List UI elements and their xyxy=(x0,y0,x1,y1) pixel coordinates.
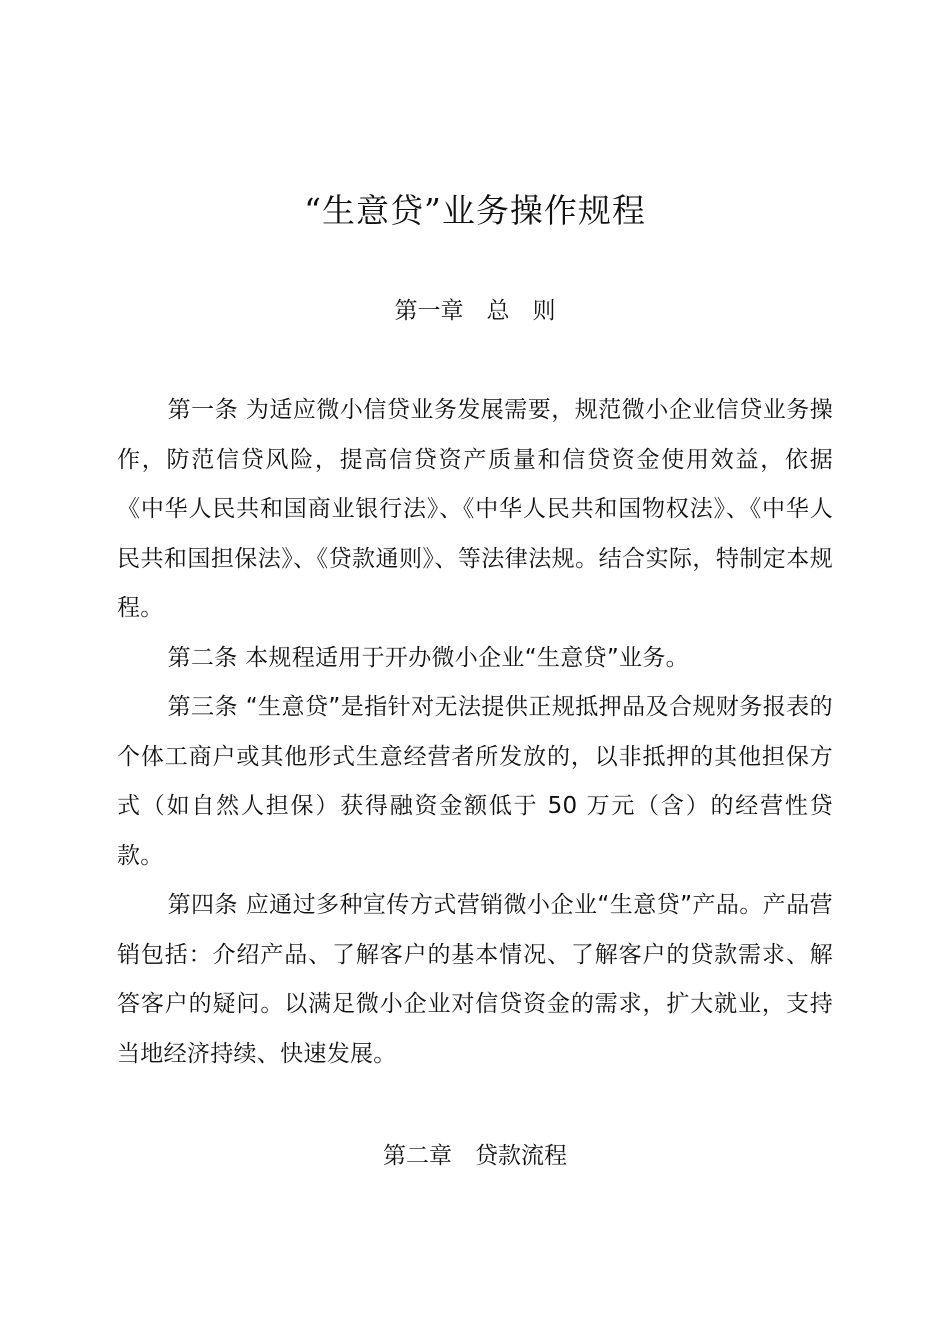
article-4: 第四条 应通过多种宣传方式营销微小企业“生意贷”产品。产品营销包括：介绍产品、了解客户的基本情况、了解客户的贷款需求、解答客户的疑问。以满足微小企业对信贷资金的需求，扩大就业，支持当地经济持续、快速发展。 xyxy=(117,892,833,1067)
article-2: 第二条 本规程适用于开办微小企业“生意贷”业务。 xyxy=(167,644,689,671)
article-3: 第三条 “生意贷”是指针对无法提供正规抵押品及合规财务报表的个体工商户或其他形式生意经营者所发放的，以非抵押的其他担保方式（如自然人担保）获得融资金额低于 50 万元（含）的经营性贷款。 xyxy=(117,694,833,869)
chapter-1-heading: 第一章 总 则 xyxy=(394,298,556,324)
document-title: “生意贷”业务操作规程 xyxy=(304,191,646,230)
article-1: 第一条 为适应微小信贷业务发展需要，规范微小企业信贷业务操作，防范信贷风险，提高信贷资产质量和信贷资金使用效益，依据《中华人民共和国商业银行法》、《中华人民共和国物权法》、《中华人民共和国担保法》、《贷款通则》、等法律法规。结合实际，特制定本规程。 xyxy=(117,397,833,621)
chapter-1-body xyxy=(117,386,833,1079)
chapter-2-heading: 第二章 贷款流程 xyxy=(383,1143,567,1169)
